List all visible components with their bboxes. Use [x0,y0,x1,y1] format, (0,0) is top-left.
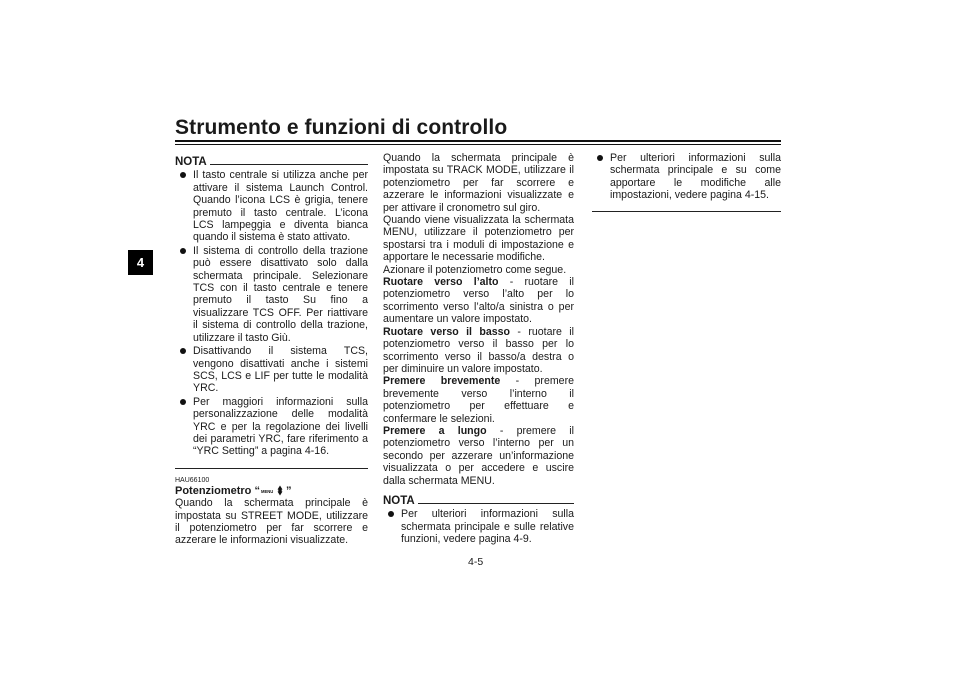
nota-header [383,495,574,507]
nota-bullet-list [175,169,368,457]
operation-item [383,375,574,425]
section-heading [175,485,368,497]
operation-term: Ruotare verso il basso [383,325,510,338]
page-title: Strumento e funzioni di controllo [175,116,508,139]
heading-suffix: ” [285,484,292,497]
operation-item [383,425,574,487]
title-rule-thin [175,144,781,145]
nota-bullet-list [383,508,574,545]
nota-rule [210,164,368,165]
nota-header [175,156,368,168]
nota-bullet: Disattivando il sistema TCS, vengono disattivati anche i sistemi SCS, LCS e LIF per tutte le modalità YRC. [175,345,368,395]
nota-bullet: Per ulteriori informazioni sulla schermata principale e su come apportare le modifiche alle impostazioni, vedere pagina 4-15. [592,152,781,202]
nota-label: NOTA [175,156,207,168]
nota-label: NOTA [383,494,415,507]
column-middle [383,152,574,547]
section-code: HAU66100 [175,476,210,484]
paragraph: Quando la schermata principale è impostata su TRACK MODE, utilizzare il potenziometro per far scorrere e azzerare le informazioni visualizzate e per attivare il cronometro sul giro. [383,152,574,214]
operation-desc: - premere il potenziometro verso l’interno per un secondo per azzerare un’informazione visualizzata o per accedere e uscire dalla schermata MENU. [383,424,575,487]
operation-term: Premere a lungo [383,424,487,437]
menu-dial-icon [261,485,285,496]
paragraph: Quando la schermata principale è impostata su STREET MODE, utilizzare il potenziometro per far scorrere e azzerare le informazioni visualizzate. [175,497,368,547]
operation-term: Premere brevemente [383,375,501,388]
operation-item [383,276,574,326]
svg-text:MENU: MENU [260,489,274,495]
paragraph: Azionare il potenziometro come segue. [383,263,567,276]
page-number: 4-5 [468,556,484,568]
operation-item [383,326,574,376]
operation-desc: - ruotare il potenziometro verso il basso per lo scorrimento verso il basso/a destra o per diminuire un valore impostato. [383,325,574,375]
column-right [592,152,781,220]
title-rule-thick [175,140,781,142]
operation-desc: - ruotare il potenziometro verso l’alto per lo scorrimento verso l’alto/a sinistra o per aumentare un valore impostato. [383,276,574,326]
nota-bullet: Il tasto centrale si utilizza anche per attivare il sistema Launch Control. Quando l’icona LCS è grigia, tenere premuto il tasto centrale. L’icona LCS lampeggia e diventa bianca quando il sistema è stato attivato. [175,169,368,243]
nota-bullet: Per ulteriori informazioni sulla schermata principale e sulle relative funzioni, vedere pagina 4-9. [383,508,574,545]
column-left [175,152,368,547]
nota-end-rule [175,468,368,469]
nota-bullet: Il sistema di controllo della trazione può essere disattivato solo dalla schermata principale. Selezionare TCS con il tasto centrale e tenere premuto il tasto Su fino a visualizzare TCS OFF. Per riattivare il sistema di controllo della trazione, utilizzare il tasto Giù. [175,245,368,344]
operation-term: Ruotare verso l’alto [383,276,499,289]
nota-rule [418,503,574,504]
operation-desc: - premere brevemente verso l’interno il potenziometro per effettuare e confermare le selezioni. [383,375,574,425]
nota-end-rule [592,211,781,212]
nota-bullet-list [592,152,781,202]
paragraph: Quando viene visualizzata la schermata MENU, utilizzare il potenziometro per spostarsi tra i moduli di impostazione e apportare le necessarie modifiche. [383,214,574,264]
heading-prefix: Potenziometro “ [175,484,260,497]
nota-bullet: Per maggiori informazioni sulla personalizzazione delle modalità YRC e per la regolazione dei livelli dei parametri YRC, fare riferimento a “YRC Setting” a pagina 4-16. [175,396,368,458]
chapter-tab: 4 [128,250,153,275]
